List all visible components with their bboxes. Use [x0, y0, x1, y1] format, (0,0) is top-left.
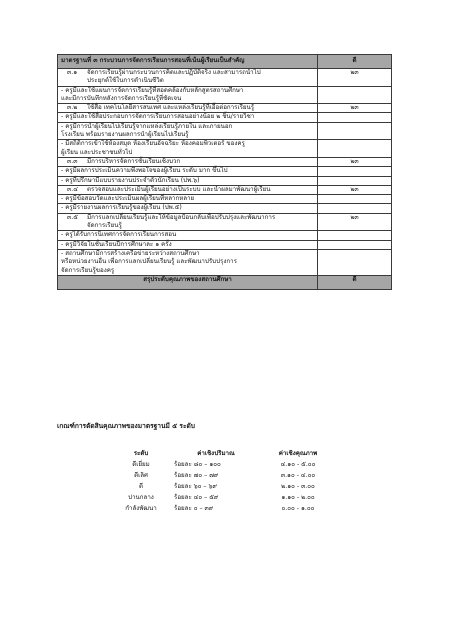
indicator-row — [58, 69, 392, 87]
criteria-row — [112, 459, 338, 470]
evidence-row — [58, 231, 392, 240]
evidence-line: - ครูมีผลการประเมินความพึงพอใจของผู้เรียน ระดับ มาก ขึ้นไป — [61, 167, 228, 175]
standard-3-table — [57, 54, 392, 290]
indicator-score: ๒๓ — [318, 157, 392, 166]
standard-level: ดี — [318, 55, 392, 69]
evidence-row — [58, 240, 392, 249]
evidence-cell — [58, 176, 318, 185]
criteria-header-quantity: ค่าเชิงปริมาณ — [197, 450, 235, 457]
indicator-cell — [58, 213, 318, 231]
criteria-quantity: ร้อยละ ๗๐ – ๗๙ — [174, 472, 219, 479]
evidence-score-cell — [318, 86, 392, 104]
evidence-cell — [58, 167, 318, 176]
indicator-heading — [61, 186, 314, 194]
evidence-line: ผู้เรียน และประชาชนทั่วไป — [61, 148, 133, 156]
criteria-quality: ๔.๑๐ - ๕.๐๐ — [280, 461, 316, 468]
indicator-line: ประยุกต์ใช้ในการดำเนินชีวิต — [87, 77, 164, 85]
criteria-row — [112, 492, 338, 503]
indicator-line: จัดการเรียนรู้ — [87, 222, 122, 230]
criteria-row — [112, 470, 338, 481]
summary-level: ดี — [318, 275, 392, 289]
indicator-cell — [58, 157, 318, 166]
evidence-score-cell — [318, 195, 392, 204]
indicator-text — [87, 104, 314, 112]
evidence-line: - ครูมีรายงานผลการเรียนรู้ของผู้เรียน (ปพ.๕) — [61, 204, 182, 212]
criteria-header-row — [112, 448, 338, 459]
indicator-heading — [61, 214, 314, 231]
indicator-cell — [58, 185, 318, 194]
criteria-title: เกณฑ์การตัดสินคุณภาพของมาตรฐานมี ๕ ระดับ — [57, 422, 195, 430]
indicator-text — [87, 186, 314, 194]
evidence-score-cell — [318, 167, 392, 176]
criteria-level: ดี — [138, 483, 144, 490]
evidence-cell — [58, 231, 318, 240]
evidence-line: - ครูมีข้อสอบวัดและประเมินผลผู้เรียนที่หลากหลาย — [61, 195, 195, 203]
indicator-text — [87, 69, 314, 86]
indicator-text — [87, 158, 314, 166]
indicator-row — [58, 104, 392, 113]
summary-label: สรุประดับคุณภาพของสถานศึกษา — [58, 275, 318, 289]
evidence-line: และมีการบันทึกหลังการจัดการเรียนรู้ที่ชัดเจน — [61, 94, 182, 102]
evidence-cell — [58, 240, 318, 249]
evidence-line: - ครูที่ปรึกษามีแบบรายงานประจำตัวนักเรียน (ปพ.๖) — [61, 176, 200, 184]
indicator-line: ใช้สื่อ เทคโนโลยีสารสนเทศ และแหล่งเรียนรู้ที่เอื้อต่อการเรียนรู้ — [87, 104, 255, 112]
evidence-score-cell — [318, 204, 392, 213]
indicator-row — [58, 157, 392, 166]
evidence-row — [58, 195, 392, 204]
summary-row — [58, 275, 392, 289]
evidence-row — [58, 167, 392, 176]
table-header-row — [58, 55, 392, 69]
evidence-cell — [58, 113, 318, 122]
indicator-line: มีการแลกเปลี่ยนเรียนรู้และให้ข้อมูลป้อนกลับเพื่อปรับปรุงและพัฒนาการ — [87, 213, 276, 221]
evidence-line: - ครูมีและใช้สื่อประกอบการจัดการเรียนการสอนอย่างน้อย ๒ ชิ้น/รายวิชา — [61, 113, 255, 121]
criteria-row — [112, 503, 338, 514]
criteria-quality: ๐.๐๐ - ๑.๐๐ — [281, 505, 315, 512]
evidence-line: โรงเรียน พร้อมรายงานผลการนำผู้เรียนไปเรียนรู้ — [61, 131, 189, 139]
evidence-line: จัดการเรียนรู้ของครู — [61, 266, 115, 274]
indicator-line: มีการบริหารจัดการชั้นเรียนเชิงบวก — [87, 157, 181, 165]
criteria-header-quality: ค่าเชิงคุณภาพ — [278, 450, 318, 457]
evidence-line: - ครูได้รับการนิเทศการจัดการเรียนการสอน — [61, 231, 177, 239]
evidence-cell — [58, 122, 318, 140]
indicator-number: ๓.๑ — [67, 69, 78, 76]
evidence-score-cell — [318, 176, 392, 185]
indicator-cell — [58, 69, 318, 87]
evidence-line: - ครูมีวิจัยในชั้นเรียนปีการศึกษาละ ๑ ครั้ง — [61, 240, 172, 248]
evidence-line: หรือหน่วยงานอื่น เพื่อการแลกเปลี่ยนเรียนรู้ และพัฒนาปรับปรุงการ — [61, 258, 237, 266]
evidence-score-cell — [318, 140, 392, 158]
criteria-level: กำลังพัฒนา — [125, 505, 157, 512]
evidence-row — [58, 86, 392, 104]
indicator-score: ๒๓ — [318, 104, 392, 113]
evidence-line: - มีสถิติการเข้าใช้ห้องสมุด ห้องเรียนอัจฉริยะ ห้องคอมพิวเตอร์ ของครู — [61, 140, 245, 148]
evidence-score-cell — [318, 249, 392, 275]
evidence-score-cell — [318, 113, 392, 122]
evidence-line: - ครูมีและใช้แผนการจัดการเรียนรู้ที่สอดคล้องกับหลักสูตรสถานศึกษา — [61, 86, 244, 94]
evidence-cell — [58, 204, 318, 213]
criteria-quantity: ร้อยละ ๔๐ – ๕๙ — [174, 494, 219, 501]
evidence-score-cell — [318, 122, 392, 140]
evidence-row — [58, 122, 392, 140]
indicator-heading — [61, 104, 314, 112]
indicator-text — [87, 214, 314, 231]
criteria-quantity: ร้อยละ ๘๐ – ๑๐๐ — [174, 461, 221, 468]
criteria-quantity: ร้อยละ ๖๐ – ๖๙ — [174, 483, 217, 490]
indicator-number: ๓.๔ — [67, 185, 78, 193]
criteria-quality: ๒.๑๐ - ๓.๐๐ — [281, 483, 315, 490]
criteria-quality: ๓.๑๐ - ๔.๐๐ — [280, 472, 316, 479]
indicator-number: ๓.๕ — [67, 213, 78, 221]
criteria-table — [112, 448, 338, 514]
indicator-line: ตรวจสอบและประเมินผู้เรียนอย่างเป็นระบบ และนำผลมาพัฒนาผู้เรียน — [87, 185, 271, 193]
criteria-level: ดีเยี่ยม — [132, 461, 150, 468]
evidence-cell — [58, 140, 318, 158]
evidence-cell — [58, 249, 318, 275]
indicator-line: จัดการเรียนรู้ผ่านกระบวนการคิดและปฏิบัติจริง และสามารถนำไป — [87, 69, 261, 76]
evidence-row — [58, 113, 392, 122]
criteria-level: ปานกลาง — [128, 494, 154, 501]
evidence-score-cell — [318, 231, 392, 240]
criteria-level: ดีเลิศ — [134, 472, 148, 479]
criteria-quantity: ร้อยละ ๐ – ๓๙ — [174, 505, 214, 512]
indicator-row — [58, 185, 392, 194]
indicator-score: ๒๓ — [318, 185, 392, 194]
evidence-line: - ครูมีการนำผู้เรียนไปเรียนรู้จากแหล่งเรียนรู้ภายใน และภายนอก — [61, 122, 233, 130]
evidence-score-cell — [318, 240, 392, 249]
indicator-score: ๒๓ — [318, 213, 392, 231]
standard-title: มาตรฐานที่ ๓ กระบวนการจัดการเรียนการสอนที่เน้นผู้เรียนเป็นสำคัญ — [58, 55, 318, 69]
indicator-heading — [61, 69, 314, 86]
evidence-row — [58, 140, 392, 158]
indicator-heading — [61, 158, 314, 166]
evidence-cell — [58, 86, 318, 104]
indicator-row — [58, 213, 392, 231]
indicator-number: ๓.๓ — [67, 157, 78, 165]
evidence-cell — [58, 195, 318, 204]
indicator-score: ๒๓ — [318, 69, 392, 87]
evidence-row — [58, 249, 392, 275]
indicator-number: ๓.๒ — [67, 104, 78, 112]
evidence-row — [58, 204, 392, 213]
criteria-row — [112, 481, 338, 492]
criteria-quality: ๑.๑๐ - ๒.๐๐ — [281, 494, 315, 501]
evidence-line: - สถานศึกษามีการสร้างเครือข่ายระหว่างสถานศึกษา — [61, 249, 200, 257]
evidence-row — [58, 176, 392, 185]
criteria-header-level: ระดับ — [133, 450, 149, 457]
indicator-cell — [58, 104, 318, 113]
